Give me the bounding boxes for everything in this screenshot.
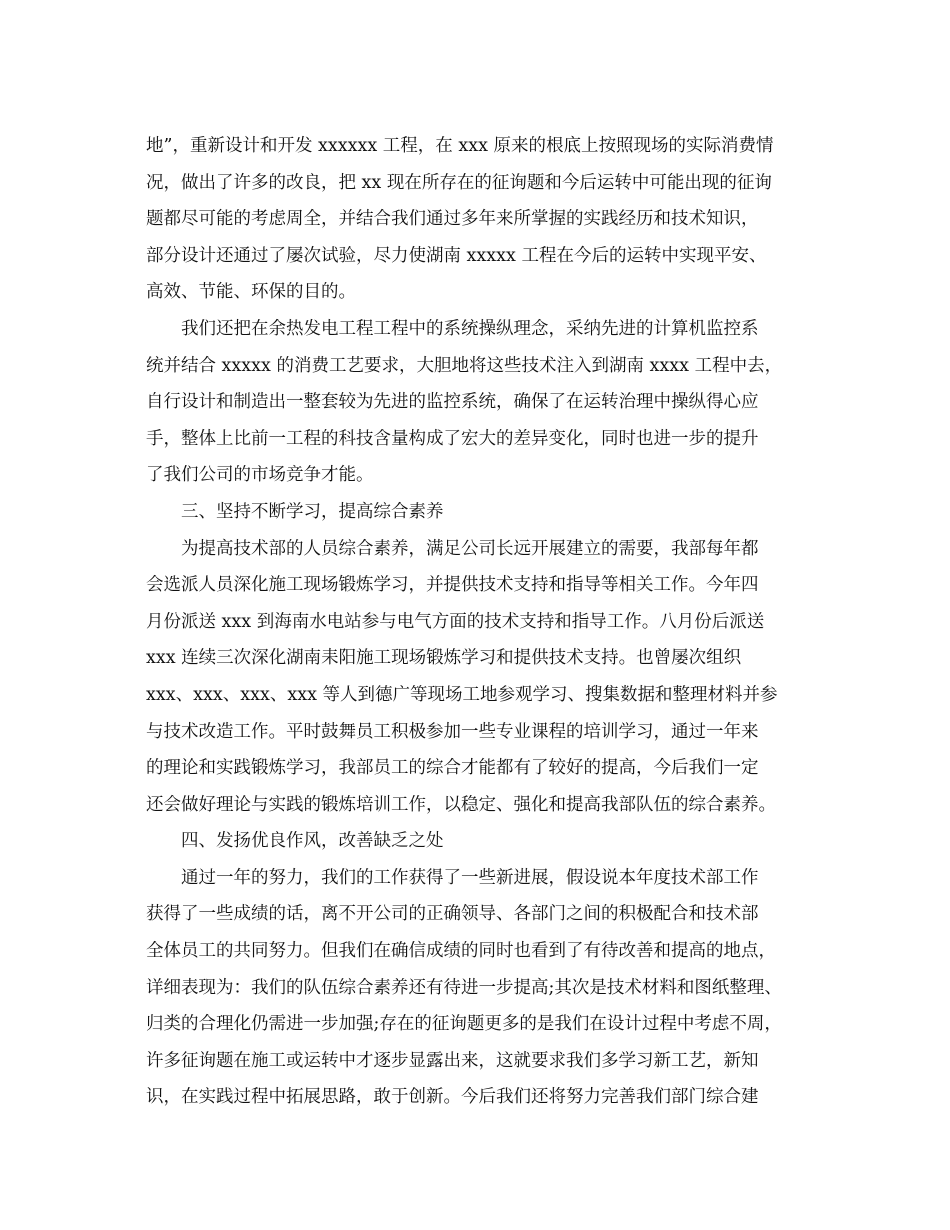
text-line: 统并结合 xxxxx 的消费工艺要求，大胆地将这些技术注入到湖南 xxxx 工程中去， [146, 355, 783, 376]
section-heading-3: 三、坚持不断学习，提高综合素养 [181, 501, 444, 522]
text-line: 许多征询题在施工或运转中才逐步显露出来，这就要求我们多学习新工艺，新知 [146, 1050, 759, 1071]
text-line: 月份派送 xxx 到海南水电站参与电气方面的技术支持和指导工作。八月份后派送 [146, 611, 765, 632]
text-line: xxx、xxx、xxx、xxx 等人到德广等现场工地参观学习、搜集数据和整理材料并参 [146, 684, 778, 705]
text-line: 的理论和实践锻炼学习，我部员工的综合才能都有了较好的提高，今后我们一定 [146, 758, 759, 779]
text-line: 部分设计还通过了屡次试验，尽力使湖南 xxxxx 工程在今后的运转中实现平安、 [146, 245, 767, 266]
text-line: 全体员工的共同努力。但我们在确信成绩的同时也看到了有待改善和提高的地点， [146, 941, 776, 962]
text-line: 归类的合理化仍需进一步加强;存在的征询题更多的是我们在设计过程中考虑不周， [146, 1014, 782, 1035]
paragraph-start-line: 通过一年的努力，我们的工作获得了一些新进展，假设说本年度技术部工作 [181, 867, 759, 888]
text-line: xxx 连续三次深化湖南耒阳施工现场锻炼学习和提供技术支持。也曾屡次组织 [146, 648, 742, 669]
paragraph-start-line: 我们还把在余热发电工程工程中的系统操纵理念，采纳先进的计算机监控系 [181, 318, 759, 339]
paragraph-start-line: 为提高技术部的人员综合素养，满足公司长远开展建立的需要，我部每年都 [181, 538, 759, 559]
text-line: 况，做出了许多的改良，把 xx 现在所存在的征询题和今后运转中可能出现的征询 [146, 172, 772, 193]
text-line: 与技术改造工作。平时鼓舞员工积极参加一些专业课程的培训学习，通过一年来 [146, 721, 759, 742]
text-line: 详细表现为：我们的队伍综合素养还有待进一步提高;其次是技术材料和图纸整理、 [146, 977, 782, 998]
text-line: 地”，重新设计和开发 xxxxxx 工程，在 xxx 原来的根底上按照现场的实际消费情 [146, 136, 774, 156]
text-line: 高效、节能、环保的目的。 [146, 282, 356, 303]
section-heading-4: 四、发扬优良作风，改善缺乏之处 [181, 831, 444, 852]
text-line: 识，在实践过程中拓展思路，敢于创新。今后我们还将努力完善我们部门综合建 [146, 1087, 759, 1108]
text-line: 手，整体上比前一工程的科技含量构成了宏大的差异变化，同时也进一步的提升 [146, 428, 759, 449]
text-line: 获得了一些成绩的话，离不开公司的正确领导、各部门之间的积极配合和技术部 [146, 904, 759, 925]
text-line: 自行设计和制造出一整套较为先进的监控系统，确保了在运转治理中操纵得心应 [146, 392, 759, 413]
text-line: 了我们公司的市场竞争才能。 [146, 465, 374, 486]
body-text [146, 128, 816, 1116]
text-line: 题都尽可能的考虑周全，并结合我们通过多年来所掌握的实践经历和技术知识， [146, 209, 759, 230]
text-line: 会选派人员深化施工现场锻炼学习，并提供技术支持和指导等相关工作。今年四 [146, 575, 759, 596]
text-line: 还会做好理论与实践的锻炼培训工作，以稳定、强化和提高我部队伍的综合素养。 [146, 794, 776, 815]
